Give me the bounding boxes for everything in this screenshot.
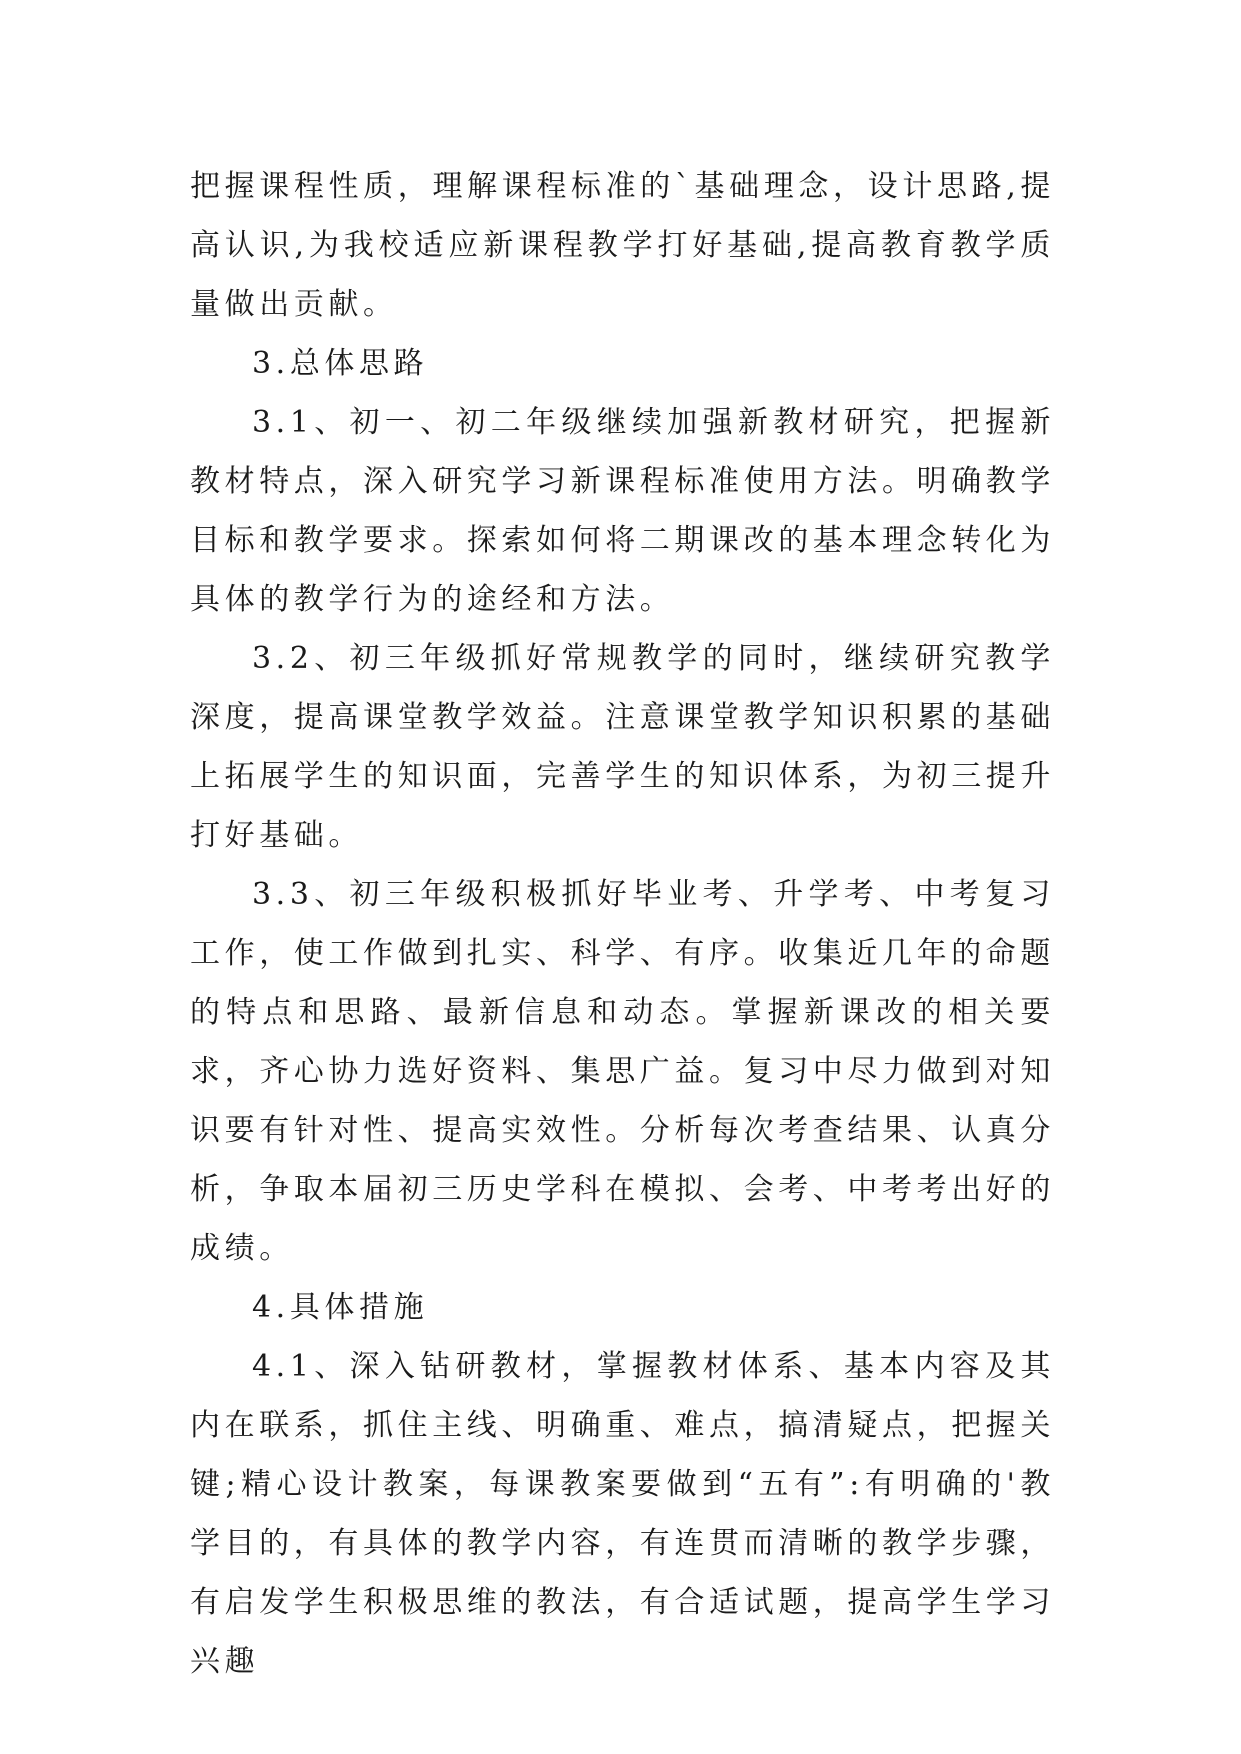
paragraph-3-1: 3.1、初一、初二年级继续加强新教材研究，把握新教材特点，深入研究学习新课程标准使用方法。明确教学目标和教学要求。探索如何将二期课改的基本理念转化为具体的教学行为的途经和方法。 xyxy=(190,405,1055,617)
document-body xyxy=(190,157,1055,1691)
heading-overall-approach: 3.总体思路 xyxy=(252,346,429,381)
paragraph-4-1: 4.1、深入钻研教材，掌握教材体系、基本内容及其内在联系，抓住主线、明确重、难点，搞清疑点，把握关键;精心设计教案，每课教案要做到“五有”:有明确的'教学目的，有具体的教学内容，有连贯而清晰的教学步骤，有启发学生积极思维的教法，有合适试题，提高学生学习兴趣 xyxy=(190,1349,1055,1679)
paragraph-continuation: 把握课程性质，理解课程标准的`基础理念，设计思路,提高认识,为我校适应新课程教学打好基础,提高教育教学质量做出贡献。 xyxy=(190,169,1055,322)
heading-specific-measures: 4.具体措施 xyxy=(252,1290,429,1325)
paragraph-3-2: 3.2、初三年级抓好常规教学的同时，继续研究教学深度，提高课堂教学效益。注意课堂教学知识积累的基础上拓展学生的知识面，完善学生的知识体系，为初三提升打好基础。 xyxy=(190,641,1055,853)
paragraph-3-3: 3.3、初三年级积极抓好毕业考、升学考、中考复习工作，使工作做到扎实、科学、有序。收集近几年的命题的特点和思路、最新信息和动态。掌握新课改的相关要求，齐心协力选好资料、集思广益。复习中尽力做到对知识要有针对性、提高实效性。分析每次考查结果、认真分析，争取本届初三历史学科在模拟、会考、中考考出好的成绩。 xyxy=(190,877,1055,1266)
